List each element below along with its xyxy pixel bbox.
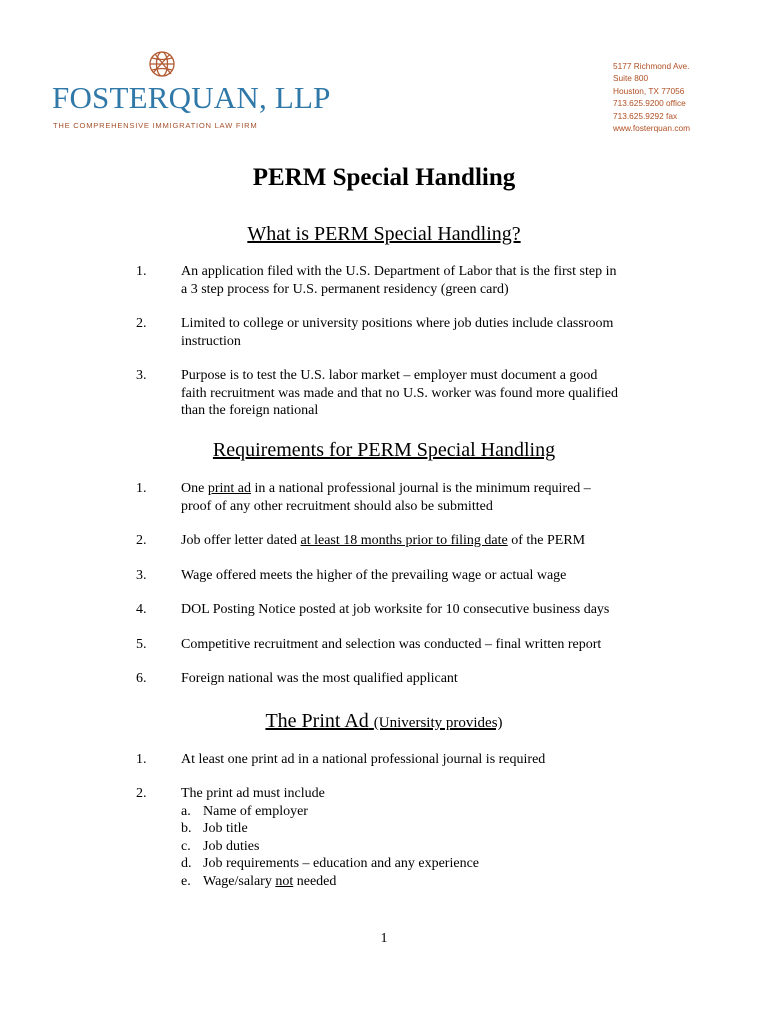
- item-number: 2.: [136, 316, 147, 331]
- section-heading-what: What is PERM Special Handling?: [247, 223, 521, 245]
- address-city: Houston, TX 77056: [613, 85, 685, 96]
- underlined-text: print ad: [207, 481, 251, 496]
- sub-list-item: [181, 820, 661, 838]
- item-text: One: [181, 481, 208, 496]
- item-text: proof of any other recruitment should also be submitted: [181, 498, 493, 514]
- sub-item-text: [181, 874, 336, 889]
- section-heading-requirements: Requirements for PERM Special Handling: [212, 439, 556, 461]
- firm-address: [613, 60, 690, 134]
- item-text: instruction: [181, 333, 241, 349]
- section-heading-print-ad: [0, 708, 768, 736]
- sub-item-text: Job requirements – education and any experience: [203, 856, 480, 871]
- item-number: 2.: [136, 533, 147, 548]
- item-number: 2.: [136, 786, 147, 801]
- sub-item-letter: e.: [181, 873, 191, 889]
- sub-item-text: Name of employer: [203, 803, 308, 819]
- item-number: 3.: [136, 368, 147, 383]
- address-street: 5177 Richmond Ave.: [613, 61, 690, 71]
- address-fax: 713.625.9292 fax: [613, 110, 678, 121]
- item-text: faith recruitment was made and that no U.S. worker was found more qualified: [181, 385, 618, 401]
- item-text: The print ad must include: [181, 786, 325, 801]
- item-number: 1.: [136, 481, 147, 496]
- item-text: of the PERM: [507, 533, 586, 548]
- item-text: Limited to college or university positions where job duties include classroom: [181, 316, 614, 331]
- underlined-text: at least 18 months prior to filing date: [300, 533, 508, 548]
- item-number: 1.: [136, 752, 147, 767]
- item-text: Wage offered meets the higher of the prevailing wage or actual wage: [181, 568, 567, 583]
- item-number: 1.: [136, 264, 147, 279]
- page-number: 1: [380, 931, 388, 946]
- item-text: An application filed with the U.S. Department of Labor that is the first step in: [181, 264, 617, 279]
- firm-name: FOSTERQUAN, LLP: [52, 80, 331, 115]
- sub-list-item: [181, 855, 661, 873]
- item-text: in a national professional journal is the minimum required –: [250, 481, 591, 496]
- sub-item-text: Job title: [203, 821, 248, 836]
- sub-item-letter: a.: [181, 803, 191, 819]
- item-text: At least one print ad in a national professional journal is required: [181, 752, 546, 767]
- page-title: PERM Special Handling: [252, 164, 516, 191]
- item-number: 3.: [136, 568, 147, 583]
- item-text: a 3 step process for U.S. permanent residency (green card): [181, 281, 509, 297]
- sub-item-text-part: needed: [293, 873, 337, 889]
- sub-item-text: Job duties: [203, 838, 260, 854]
- sub-list-item: [181, 803, 661, 821]
- section-heading-note: (University provides): [373, 715, 503, 731]
- sub-item-letter: b.: [181, 821, 192, 836]
- sub-list-item: [181, 873, 661, 891]
- section-heading-text: The Print Ad: [265, 710, 369, 732]
- sub-item-letter: c.: [181, 838, 191, 854]
- address-website[interactable]: www.fosterquan.com: [613, 123, 691, 134]
- item-text: than the foreign national: [181, 403, 319, 418]
- sub-list-item: [181, 838, 661, 856]
- sub-item-text-part: Wage/salary: [203, 873, 276, 889]
- item-text: Job offer letter dated: [181, 533, 301, 548]
- firm-logo: [52, 44, 331, 134]
- underlined-text: not: [275, 873, 294, 889]
- address-suite: Suite 800: [613, 73, 649, 84]
- sub-item-letter: d.: [181, 856, 192, 871]
- item-text: Competitive recruitment and selection was conducted – final written report: [181, 637, 602, 652]
- item-number: 4.: [136, 602, 147, 617]
- item-number: 6.: [136, 671, 147, 686]
- item-number: 5.: [136, 637, 147, 652]
- globe-icon: [146, 48, 178, 80]
- firm-tagline: THE COMPREHENSIVE IMMIGRATION LAW FIRM: [53, 121, 258, 130]
- item-text: Purpose is to test the U.S. labor market – employer must document a good: [181, 368, 598, 383]
- item-text: Foreign national was the most qualified applicant: [181, 671, 458, 686]
- address-phone: 713.625.9200 office: [613, 98, 686, 109]
- item-text: DOL Posting Notice posted at job worksite for 10 consecutive business days: [181, 602, 610, 617]
